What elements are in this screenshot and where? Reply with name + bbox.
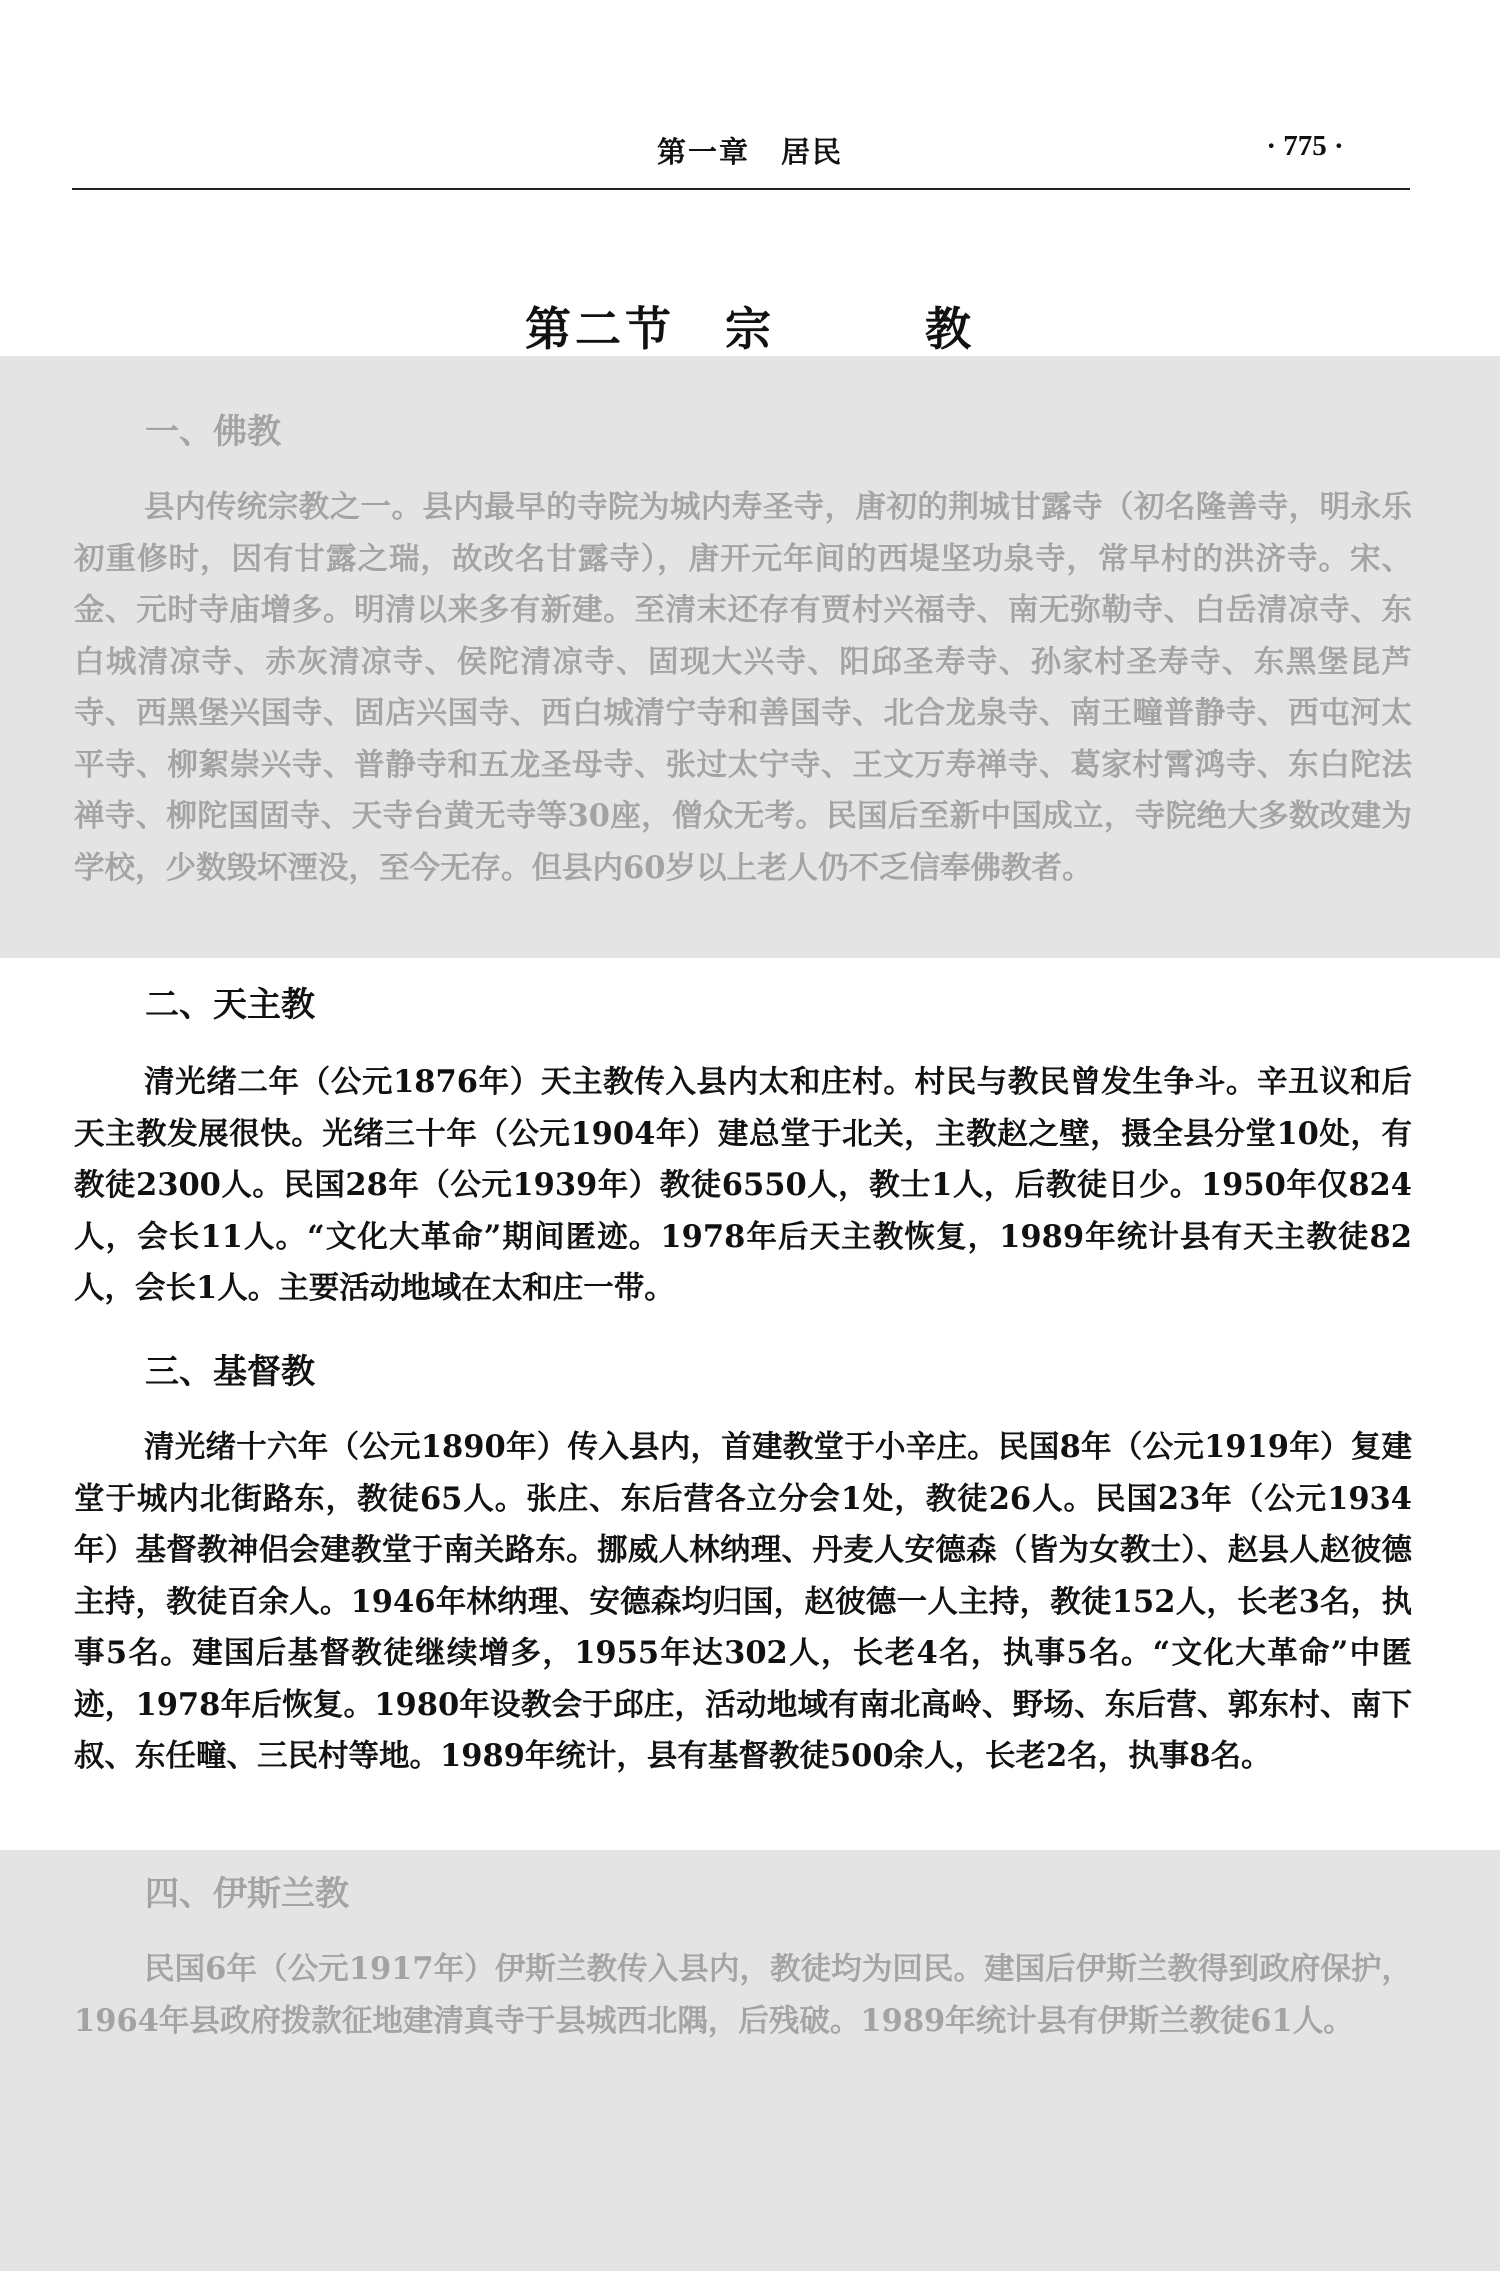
section-title: 第二节 宗 教 <box>525 301 975 356</box>
paragraph-catholicism: 清光绪二年（公元1876年）天主教传入县内太和庄村。村民与教民曾发生争斗。辛丑议和后天主教发展很快。光绪三十年（公元1904年）建总堂于北关，主教赵之壁，摄全县分堂10处，有教徒2300人。民国28年（公元1939年）教徒6550人，教士1人，后教徒日少。1950年仅824人，会长11人。“文化大革命”期间匿迹。1978年后天主教恢复，1989年统计县有天主教徒82人，会长1人。主要活动地域在太和庄一带。 <box>74 1064 1412 1306</box>
heading-catholicism: 二、天主教 <box>145 985 315 1025</box>
running-header <box>0 130 1500 180</box>
chapter-title: 第一章 居民 <box>656 135 843 169</box>
heading-buddhism: 一、佛教 <box>145 412 281 452</box>
paragraph-buddhism: 县内传统宗教之一。县内最早的寺院为城内寿圣寺，唐初的荆城甘露寺（初名隆善寺，明永乐初重修时，因有甘露之瑞，故改名甘露寺），唐开元年间的西堤坚功泉寺，常早村的洪济寺。宋、金、元时寺庙增多。明清以来多有新建。至清末还存有贾村兴福寺、南无弥勒寺、白岳清凉寺、东白城清凉寺、赤灰清凉寺、侯陀清凉寺、固现大兴寺、阳邱圣寿寺、孙家村圣寿寺、东黑堡昆芦寺、西黑堡兴国寺、固店兴国寺、西白城清宁寺和善国寺、北合龙泉寺、南王疃普静寺、西屯河太平寺、柳絮崇兴寺、普静寺和五龙圣母寺、张过太宁寺、王文万寿禅寺、葛家村霄鸿寺、东白陀法禅寺、柳陀国固寺、天寺台黄无寺等30座，僧众无考。民国后至新中国成立，寺院绝大多数改建为学校，少数毁坏湮没，至今无存。但县内60岁以上老人仍不乏信奉佛教者。 <box>74 489 1412 886</box>
header-rule <box>72 188 1410 190</box>
paragraph-islam: 民国6年（公元1917年）伊斯兰教传入县内，教徒均为回民。建国后伊斯兰教得到政府保护，1964年县政府拨款征地建清真寺于县城西北隅，后残破。1989年统计县有伊斯兰教徒61人。 <box>74 1951 1412 2039</box>
page-number: · 775 · <box>1266 130 1344 162</box>
paragraph-christianity: 清光绪十六年（公元1890年）传入县内，首建教堂于小辛庄。民国8年（公元1919年）复建堂于城内北街路东，教徒65人。张庄、东后营各立分会1处，教徒26人。民国23年（公元1934年）基督教神侣会建教堂于南关路东。挪威人林纳理、丹麦人安德森（皆为女教士）、赵县人赵彼德主持，教徒百余人。1946年林纳理、安德森均归国，赵彼德一人主持，教徒152人，长老3名，执事5名。建国后基督教徒继续增多，1955年达302人，长老4名，执事5名。“文化大革命”中匿迹，1978年后恢复。1980年设教会于邱庄，活动地域有南北高岭、野场、东后营、郭东村、南下叔、东任疃、三民村等地。1989年统计，县有基督教徒500余人，长老2名，执事8名。 <box>74 1429 1412 1774</box>
heading-christianity: 三、基督教 <box>145 1352 315 1392</box>
heading-islam: 四、伊斯兰教 <box>145 1874 349 1914</box>
